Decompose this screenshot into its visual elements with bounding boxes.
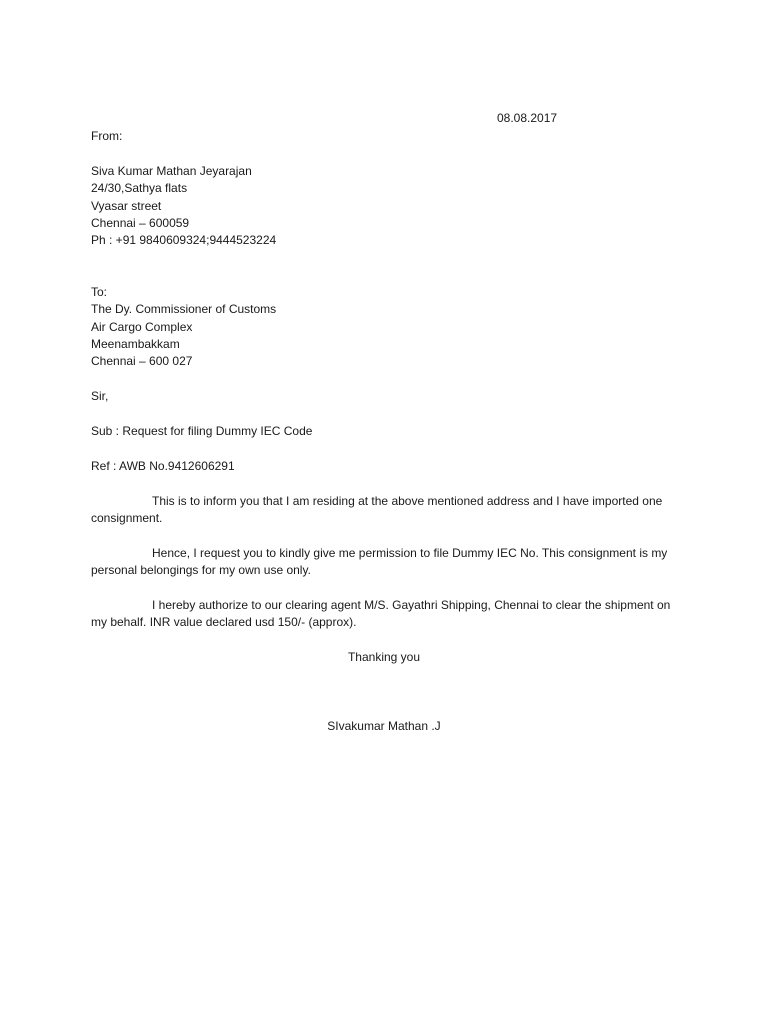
recipient-address — [91, 284, 691, 370]
body-paragraph-3: I hereby authorize to our clearing agent M/S. Gayathri Shipping, Chennai to clear the shipment on my behalf. INR value declared usd 150/- (approx). — [91, 598, 671, 630]
salutation: Sir, — [91, 389, 109, 403]
recipient-locality: Meenambakkam — [91, 336, 180, 351]
recipient-office: Air Cargo Complex — [91, 319, 193, 334]
letter-date: 08.08.2017 — [497, 111, 558, 125]
body-paragraph-1: This is to inform you that I am residing at the above mentioned address and I have imported one consignment. — [91, 494, 663, 526]
from-label: From: — [91, 129, 123, 143]
recipient-title: The Dy. Commissioner of Customs — [91, 302, 277, 317]
from-label-block — [91, 128, 691, 145]
salutation-block — [91, 388, 691, 405]
reference-line: Ref : AWB No.9412606291 — [91, 459, 235, 473]
sender-phone: Ph : +91 9840609324;9444523224 — [91, 233, 277, 248]
sender-address-line: 24/30,Sathya flats — [91, 181, 188, 196]
closing-line: Thanking you — [347, 650, 421, 664]
to-label: To: — [91, 285, 108, 299]
signature-name: SIvakumar Mathan .J — [327, 719, 441, 733]
sender-city: Chennai – 600059 — [91, 215, 190, 230]
subject-block — [91, 423, 691, 440]
recipient-city: Chennai – 600 027 — [91, 354, 193, 369]
subject-line: Sub : Request for filing Dummy IEC Code — [91, 424, 313, 438]
reference-block — [91, 458, 691, 475]
sender-name: Siva Kumar Mathan Jeyarajan — [91, 164, 252, 178]
sender-street: Vyasar street — [91, 198, 162, 213]
sender-address — [91, 163, 691, 249]
body-paragraph-2: Hence, I request you to kindly give me permission to file Dummy IEC No. This consignment is my personal belongings for my own use only. — [91, 546, 668, 578]
